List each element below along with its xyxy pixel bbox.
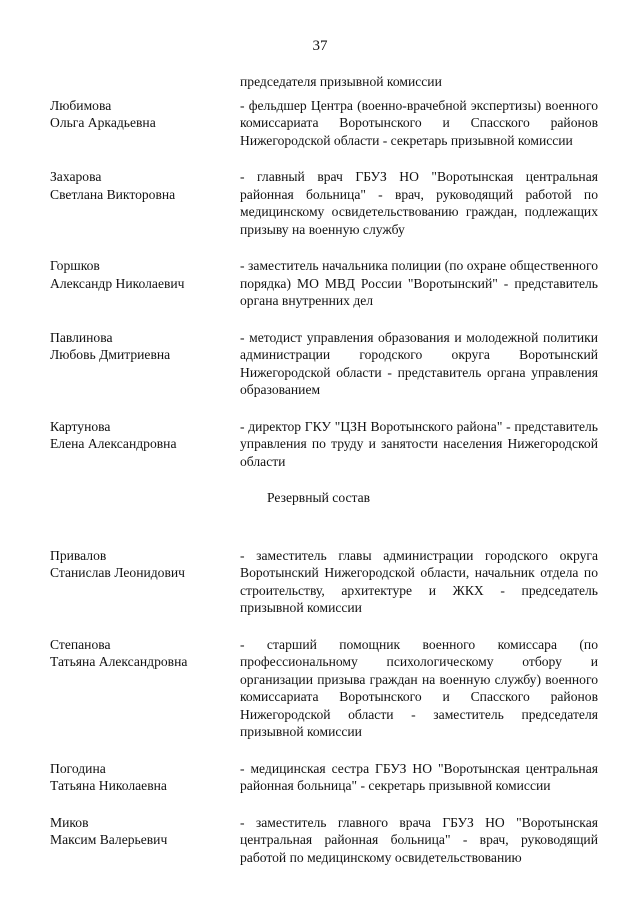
member-role: - заместитель главного врача ГБУЗ НО "Воротынская центральная районная больница" - врач, руководящий работой по медицинскому освидетельствованию: [240, 814, 598, 865]
member-name: [50, 760, 240, 795]
reserve-member-entry: [50, 547, 602, 617]
member-given-name: Ольга Аркадьевна: [50, 115, 156, 130]
empty-name-cell: [50, 73, 240, 91]
commission-list: [50, 73, 602, 885]
member-entry: [50, 329, 602, 399]
member-surname: Любимова: [50, 97, 112, 113]
member-name: [50, 547, 240, 617]
member-given-name: Любовь Дмитриевна: [50, 347, 171, 362]
member-name: [50, 168, 240, 238]
member-given-name: Татьяна Александровна: [50, 654, 188, 669]
reserve-member-entry: [50, 636, 602, 741]
member-name: [50, 257, 240, 310]
member-given-name: Елена Александровна: [50, 436, 177, 451]
member-name: [50, 97, 240, 150]
continuation-text: председателя призывной комиссии: [240, 74, 442, 89]
member-name: [50, 329, 240, 399]
member-surname: Захарова: [50, 169, 102, 184]
member-given-name: Станислав Леонидович: [50, 565, 185, 580]
continuation-entry: [50, 73, 602, 91]
member-role: - главный врач ГБУЗ НО "Воротынская центральная районная больница" - врач, руководящий работой по медицинскому освидетельствованию граждан, подлежащих призыву на военную службу: [240, 169, 598, 237]
member-role: - директор ГКУ "ЦЗН Воротынского района" - представитель управления по труду и занятости населения Нижегородской области: [240, 418, 598, 469]
member-surname: Миков: [50, 814, 89, 830]
member-role: - методист управления образования и молодежной политики администрации городского округа Воротынский Нижегородской области - представитель органа управления образованием: [240, 329, 598, 397]
member-surname: Степанова: [50, 636, 111, 652]
member-given-name: Максим Валерьевич: [50, 832, 168, 847]
member-surname: Горшков: [50, 258, 100, 273]
member-surname: Картунова: [50, 418, 111, 434]
page-number: 37: [312, 38, 328, 54]
member-role: - заместитель главы администрации городского округа Воротынский Нижегородской области, начальник отдела по строительству, архитектуре и ЖКХ - председатель призывной комиссии: [240, 547, 598, 615]
member-surname: Погодина: [50, 760, 106, 776]
member-entry: [50, 418, 602, 471]
member-role: - заместитель начальника полиции (по охране общественного порядка) МО МВД России "Воротынский" - представитель органа внутренних дел: [240, 258, 598, 308]
member-name: [50, 636, 240, 741]
member-role: - старший помощник военного комиссара (по профессиональному психологическому отбору и организации призыва граждан на военную службу) военного комиссариата Воротынского и Спасского районов Нижегородской области - заместитель председателя призывной комиссии: [240, 636, 598, 739]
member-entry: [50, 257, 602, 310]
member-entry: [50, 97, 602, 150]
reserve-section-title: Резервный состав: [267, 490, 371, 505]
reserve-member-entry: [50, 814, 602, 867]
member-given-name: Светлана Викторовна: [50, 186, 176, 202]
member-name: [50, 418, 240, 471]
member-surname: Привалов: [50, 547, 107, 563]
member-role: - медицинская сестра ГБУЗ НО "Воротынская центральная районная больница" - секретарь призывной комиссии: [240, 760, 598, 793]
reserve-member-entry: [50, 760, 602, 795]
member-surname: Павлинова: [50, 329, 113, 345]
member-name: [50, 814, 240, 867]
member-entry: [50, 168, 602, 238]
member-given-name: Александр Николаевич: [50, 275, 185, 291]
member-given-name: Татьяна Николаевна: [50, 778, 167, 793]
member-role: - фельдшер Центра (военно-врачебной экспертизы) военного комиссариата Воротынского и Спасского районов Нижегородской области - секретарь призывной комиссии: [240, 97, 598, 148]
